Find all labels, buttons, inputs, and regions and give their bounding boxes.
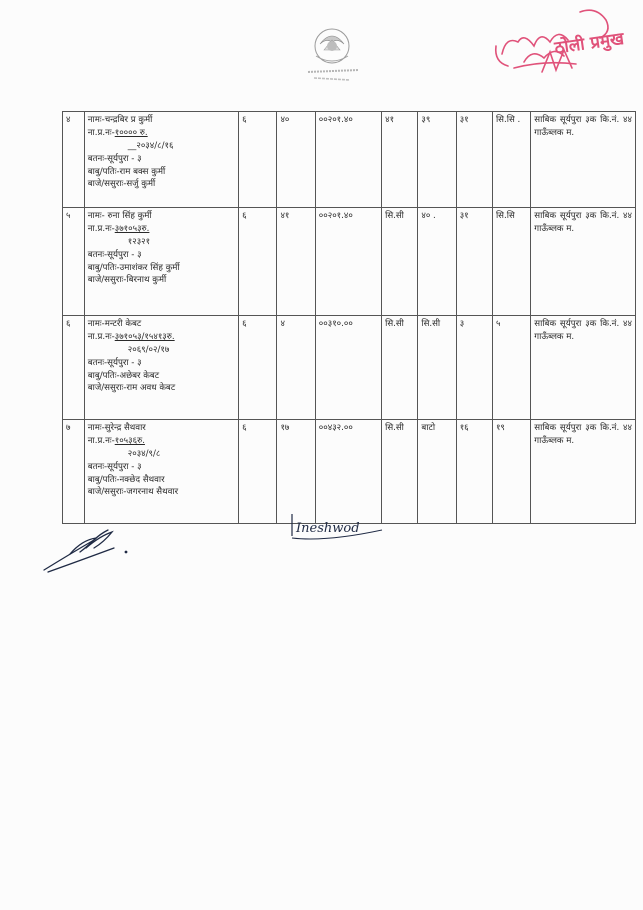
boundary-c: ३१ [456, 208, 492, 316]
ward-number: ६ [239, 112, 277, 208]
boundary-b: ३९ [418, 112, 456, 208]
owner-father: बाबु/पतिः-राम बक्स कुर्मी [87, 166, 166, 177]
boundary-a: सि.सी [382, 208, 418, 316]
citizenship-line: ना.प्र.नः-१०००० रु. [87, 127, 148, 138]
remarks: साबिक सूर्यपुरा ३क कि.नं. ४४ गाऊँब्लक म. [531, 316, 636, 420]
middle-signature-text: Ineshwod [296, 521, 360, 536]
government-seal-icon [300, 22, 364, 86]
boundary-c: ३१ [456, 112, 492, 208]
boundary-b: ४० . [418, 208, 456, 316]
boundary-c: १६ [456, 420, 492, 524]
citizenship-date: १२३२१ [127, 236, 151, 247]
ward-number: ६ [239, 316, 277, 420]
citizenship-number: १०५३६रु. [114, 435, 145, 446]
stamp-text: ठोली प्रमुख [553, 28, 626, 59]
owner-grandfather: बाजे/ससुराः-बिरनाथ कुर्मी [87, 275, 167, 286]
plot-area: ००२०१.४० [315, 208, 381, 316]
left-signature [30, 518, 140, 578]
boundary-c: ३ [456, 316, 492, 420]
land-record-table [62, 111, 636, 524]
boundary-d: सि.सि . [492, 112, 530, 208]
plot-area: ००४३२.०० [315, 420, 381, 524]
table-row [63, 112, 636, 208]
owner-name: नामः- रुना सिंह कुर्मी [87, 211, 152, 221]
owner-grandfather: बाजे/ससुराः-सर्जु कुर्मी [87, 179, 156, 190]
owner-address: बतनः-सूर्यपुरा - ३ [87, 249, 142, 260]
plot-number: १७ [277, 420, 315, 524]
plot-number: ४० [277, 112, 315, 208]
citizenship-line: ना.प्र.नः-३७१०५३रु. [87, 223, 150, 234]
owner-address: बतनः-सूर्यपुरा - ३ [87, 357, 142, 368]
table-row [63, 208, 636, 316]
boundary-b: सि.सी [418, 316, 456, 420]
boundary-b: बाटो [418, 420, 456, 524]
owner-details [84, 208, 238, 316]
citizenship-number: ३७१०५३रु. [114, 223, 150, 234]
remarks: साबिक सूर्यपुरा ३क कि.नं. ४४ गाऊँब्लक म. [531, 420, 636, 524]
boundary-a: सि.सी [382, 420, 418, 524]
owner-details [84, 316, 238, 420]
owner-father: बाबु/पतिः-अछेबर केबट [87, 370, 160, 381]
owner-grandfather: बाजे/ससुराः-राम अवध केबट [87, 383, 176, 394]
owner-details [84, 420, 238, 524]
boundary-a: सि.सी [382, 316, 418, 420]
table-row [63, 316, 636, 420]
remarks: साबिक सूर्यपुरा ३क कि.नं. ४४ गाऊँब्लक म. [531, 208, 636, 316]
boundary-a: ४१ [382, 112, 418, 208]
office-stamp [484, 2, 634, 90]
citizenship-date: __२०३४/८/१६ [127, 140, 174, 151]
owner-father: बाबु/पतिः-नक्छेद सैथवार [87, 474, 165, 485]
plot-area: ००२०१.४० [315, 112, 381, 208]
boundary-d: ५ [492, 316, 530, 420]
serial-number: ४ [63, 112, 85, 208]
boundary-d: १९ [492, 420, 530, 524]
plot-area: ००३१०.०० [315, 316, 381, 420]
owner-details [84, 112, 238, 208]
serial-number: ५ [63, 208, 85, 316]
citizenship-number: ३७१०५३/१५४१३रु. [114, 331, 175, 342]
plot-number: ४ [277, 316, 315, 420]
owner-father: बाबु/पतिः-उमाशंकर सिंह कुर्मी [87, 262, 180, 273]
owner-name: नामः-सुरेन्द्र सैथवार [87, 423, 146, 433]
citizenship-date: २०३४/९/८ [127, 448, 161, 459]
citizenship-date: २०६९/०२/१७ [127, 344, 170, 355]
middle-signature [286, 508, 396, 546]
citizenship-line: ना.प्र.नः-३७१०५३/१५४१३रु. [87, 331, 175, 342]
ward-number: ६ [239, 208, 277, 316]
serial-number: ६ [63, 316, 85, 420]
serial-number: ७ [63, 420, 85, 524]
owner-name: नामः-चन्द्रबिर प्र कुर्मी [87, 115, 153, 125]
owner-name: नामः-मन्टरी केबट [87, 319, 142, 329]
citizenship-number: १०००० रु. [114, 127, 148, 138]
remarks: साबिक सूर्यपुरा ३क कि.नं. ४४ गाऊँब्लक म. [531, 112, 636, 208]
owner-address: बतनः-सूर्यपुरा - ३ [87, 153, 142, 164]
owner-grandfather: बाजे/ससुराः-जगरनाथ सैथवार [87, 487, 179, 498]
owner-address: बतनः-सूर्यपुरा - ३ [87, 461, 142, 472]
ward-number: ६ [239, 420, 277, 524]
citizenship-line: ना.प्र.नः-१०५३६रु. [87, 435, 145, 446]
boundary-d: सि.सि [492, 208, 530, 316]
plot-number: ४१ [277, 208, 315, 316]
